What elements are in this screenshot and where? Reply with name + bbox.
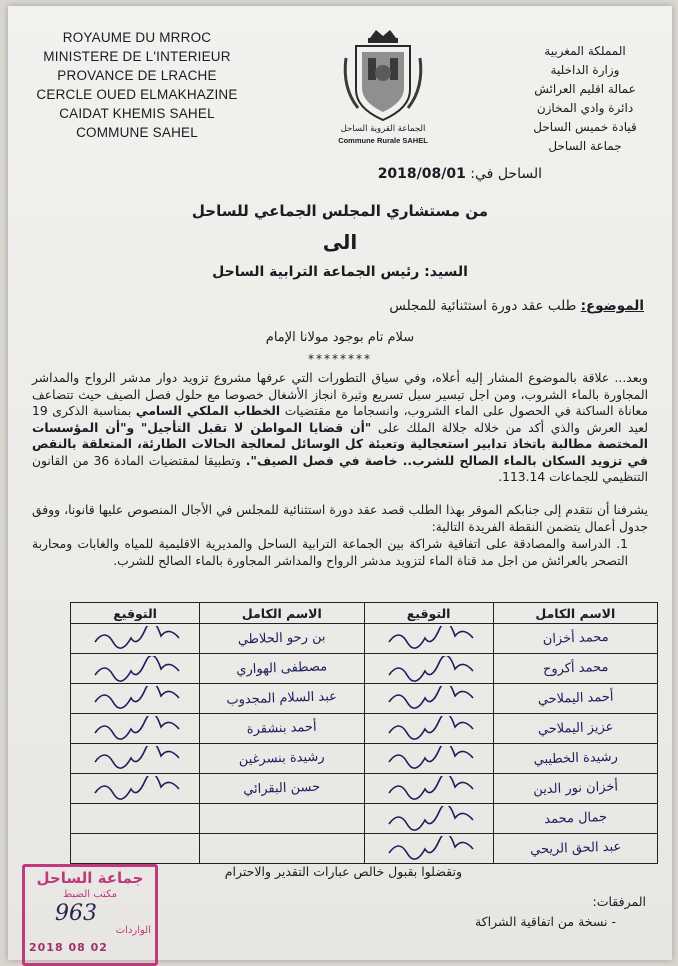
handwritten-signature [379,716,479,742]
separator-stars: ******** [308,352,372,366]
member-name: عبد الحق الريحي [529,839,622,858]
stamp-number: 963 [55,901,97,926]
handwritten-signature [379,836,479,862]
signature-cell [364,714,493,744]
agenda-item: 1. الدراسة والمصادقة على اتفاقية شراكة بين الجماعة الترابية الساحل والمديرية الاقليمية للمياه والغابات ومحاربة التصحر بالعرائش من اجل مد قناة الماء لتزويد مدشر الرواح والمداشر المجاورة بالماء الصالح للشرب. [32,537,628,568]
table-row [71,774,658,804]
header-ar-line: قيادة خميس الساحل [533,120,637,134]
member-name: محمد أكروح [542,659,609,678]
signature-cell [364,834,493,864]
emblem-french-label: Commune Rurale SAHEL [338,136,428,145]
header-ar-line: وزارة الداخلية [550,63,620,77]
name-cell [200,774,364,804]
body-bold-text: "أن قضايا المواطن لا تقبل التأجيل" [140,420,372,435]
table-row [71,804,658,834]
member-name: مصطفى الهواري [236,659,328,678]
table-row [71,624,658,654]
name-cell [200,744,364,774]
subject-line [389,298,644,314]
header-fr-line: CAIDAT KHEMIS SAHEL [59,106,215,121]
subject-label: الموضوع: [580,298,644,314]
member-name: أحمد بنشقرة [246,719,317,738]
member-name: رشيدة الخطيبي [532,749,618,768]
column-header-name: الاسم الكامل [493,603,657,624]
handwritten-signature [379,776,479,802]
header-ar-line: دائرة وادي المخازن [536,101,634,115]
table-row [71,654,658,684]
body-text: وبعد... علاقة بالموضوع المشار إليه أعلاه، وفي سياق التطورات التي عرفها مشروع تزويد دوار مدشر الرواح والمداشر المجاورة بالماء الشروب، ومن اجل تيسير سبل تسريع وثيرة انجاز الأشغال خصوصا مع حلول فصل الصيف حيث تتضاعف معاناة الساكنة في الحصول على الماء الشروب، وانسجاما مع مقتضيات [32,371,648,418]
name-cell [200,624,364,654]
body-paragraph-2: يشرفنا أن نتقدم إلى جنابكم الموقر بهذا الطلب قصد عقد دورة استثنائية للمجلس في الأجال المنصوص عليها قانونا، ووفق جدول أعمال يتضمن النقطة الفريدة التالية: [32,503,648,534]
name-cell [493,684,657,714]
body-bold-text: الخطاب الملكي السامي [135,404,281,418]
reception-stamp [22,864,158,966]
handwritten-signature [379,656,479,682]
body-text: بمناسبة الذكرى 19 لعيد العرش والذي أكد من خلاله جلالة الملك على [32,404,648,435]
handwritten-signature [85,626,185,652]
header-ar-line: جماعة الساحل [548,139,622,153]
signature-cell [71,834,200,864]
column-header-signature: التوقيع [364,603,493,624]
coat-of-arms-icon [338,28,428,126]
member-name: أخزان نور الدين [532,779,618,798]
name-cell [200,684,364,714]
date-prefix: الساحل في: [470,166,542,182]
closing-line: وتقضلوا بقبول خالص عبارات التقدير والاحترام [224,864,462,879]
table-row [71,714,658,744]
header-fr-line: ROYAUME DU MRROC [62,30,212,45]
stamp-date: 2018 08 02 [29,941,108,954]
signature-cell [364,804,493,834]
name-cell [200,804,364,834]
stamp-title: جماعة الساحل [36,869,144,887]
member-name: رشيدة بنسرغين [238,749,325,768]
name-cell [200,834,364,864]
table-header-row [71,603,658,624]
table-row [71,684,658,714]
name-cell [493,834,657,864]
attachments-label: المرفقات: [592,894,646,909]
member-name [200,816,363,822]
handwritten-signature [85,776,185,802]
header-fr-line: CERCLE OUED ELMAKHAZINE [36,87,238,102]
header-fr-line: PROVANCE DE LRACHE [57,68,217,83]
signature-cell [71,744,200,774]
member-name [200,846,363,852]
member-name: أحمد اليملاحي [537,689,614,708]
signature-cell [364,624,493,654]
handwritten-signature [85,686,185,712]
handwritten-signature [379,746,479,772]
handwritten-signature [379,686,479,712]
name-cell [200,714,364,744]
signature-cell [364,774,493,804]
commune-emblem [338,28,428,146]
signatures-body [71,624,658,864]
salutation: سلام تام بوجود مولانا الإمام [265,330,415,345]
signature-cell [71,804,200,834]
to-line: الى [322,230,358,254]
header-ar-line: المملكة المغربية [544,44,626,58]
date-line [378,166,542,182]
table-row [71,744,658,774]
body-text: وتطبيقا لمقتضيات المادة 36 من القانون التنظيمي للجماعات 113.14. [32,453,648,484]
emblem-arabic-label: الجماعة القروية الساحل [340,124,426,134]
attachments-item: - نسخة من اتفاقية الشراكة [474,914,616,929]
body-paragraph-1 [32,370,648,486]
recipient-line: السيد: رئيس الجماعة الترابية الساحل [212,264,468,280]
member-name: محمد أخزان [542,629,609,648]
name-cell [493,714,657,744]
header-fr-line: COMMUNE SAHEL [76,125,198,140]
stamp-office: مكتب الضبط [63,889,117,900]
signature-cell [71,774,200,804]
column-header-name: الاسم الكامل [200,603,364,624]
name-cell [493,744,657,774]
member-name: حسن البقرائي [243,779,321,798]
handwritten-signature [379,626,479,652]
subject-text: طلب عقد دورة استثنائية للمجلس [389,298,577,314]
stamp-incoming-label: الواردات [115,925,151,936]
header-ar-line: عمالة اقليم العرائش [534,82,636,96]
signature-cell [71,654,200,684]
handwritten-signature [85,716,185,742]
member-name: عزيز اليملاحي [537,719,614,738]
column-header-signature: التوقيع [71,603,200,624]
name-cell [493,654,657,684]
signature-cell [71,684,200,714]
signature-cell [364,744,493,774]
name-cell [493,624,657,654]
handwritten-signature [85,656,185,682]
name-cell [493,804,657,834]
member-name: بن رحو الحلاطي [237,629,326,648]
body-bold-text: و"أن المؤسسات المختصة مطالبة باتخاذ تدابير استعجالية وتعبئة كل الوسائل لمعالجة الحالات الطارئة، المتعلقة بالنقص في تزويد السكان بالماء الصالح للشرب.. خاصة في فصل الصيف". [32,420,648,468]
member-name: جمال محمد [543,809,607,828]
date-value: 2018/08/01 [377,166,466,182]
table-row [71,834,658,864]
signature-cell [71,624,200,654]
sender-line: من مستشاري المجلس الجماعي للساحل [191,202,489,220]
handwritten-signature [379,806,479,832]
signature-cell [71,714,200,744]
name-cell [493,774,657,804]
name-cell [200,654,364,684]
document-page [8,6,672,960]
header-fr-line: MINISTERE DE L'INTERIEUR [43,49,231,64]
signature-cell [364,684,493,714]
member-name: عبد السلام المجدوب [226,689,338,708]
signature-cell [364,654,493,684]
handwritten-signature [85,746,185,772]
signatures-table [70,602,658,864]
